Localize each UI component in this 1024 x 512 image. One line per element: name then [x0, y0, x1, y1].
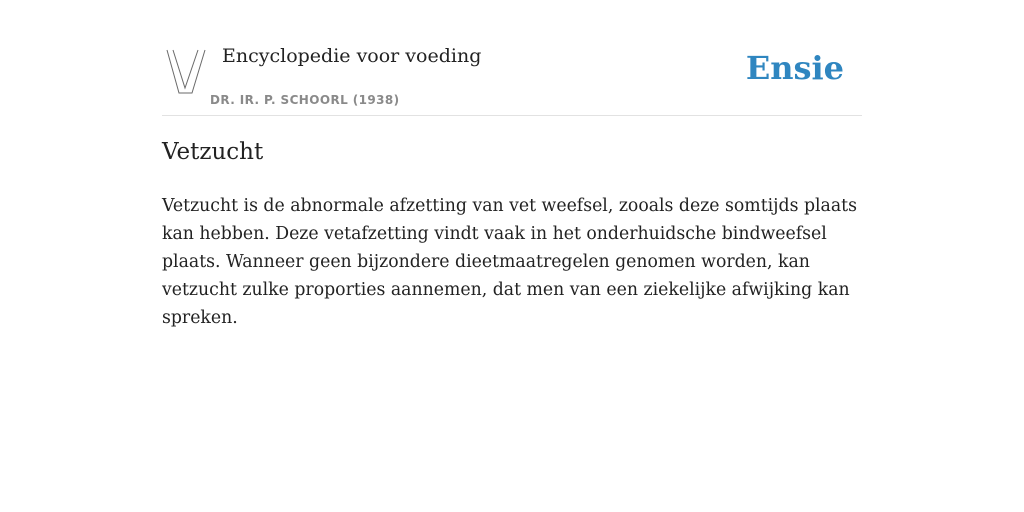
entry-body: Vetzucht is de abnormale afzetting van vet weefsel, zooals deze somtijds plaats kan hebben. Deze vetafzetting vindt vaak in het onderhuidsche bindweefsel plaats. Wanneer geen bijzondere dieetmaatregelen genomen worden, kan vetzucht zulke proporties aannemen, dat men van een ziekelijke afwijking kan spreken.	[162, 196, 857, 328]
header	[162, 40, 862, 116]
book-author: DR. IR. P. SCHOORL (1938)	[210, 93, 400, 107]
entry-title: Vetzucht	[162, 139, 264, 165]
ensie-v-logo-icon[interactable]	[166, 48, 206, 96]
book-title[interactable]: Encyclopedie voor voeding	[222, 45, 482, 67]
brand-logo[interactable]: Ensie	[745, 49, 844, 87]
